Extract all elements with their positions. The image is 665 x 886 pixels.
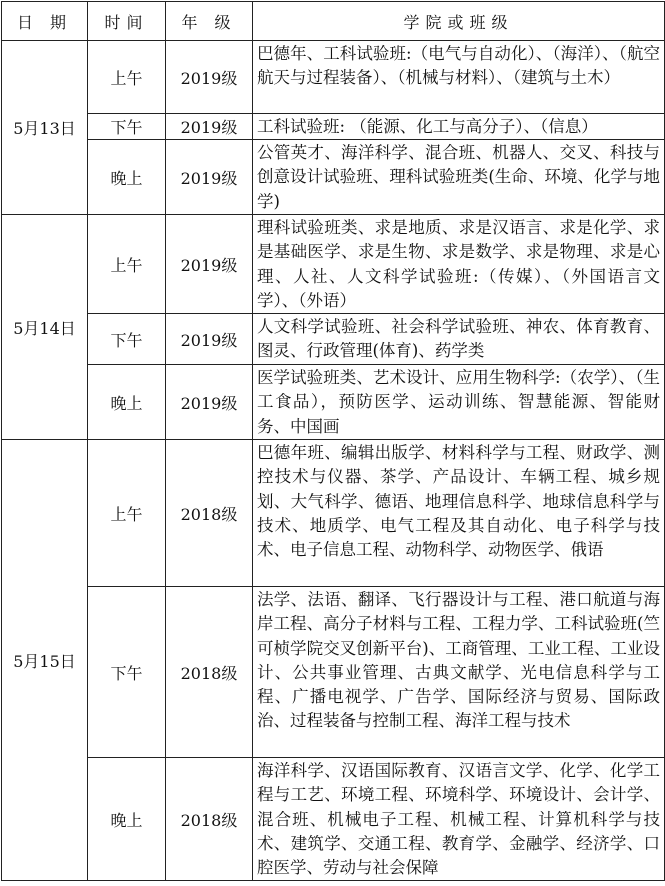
time-cell: 下午 xyxy=(88,114,166,140)
colleges-cell: 巴德年、工科试验班:（电气与自动化）、（海洋）、（航空航天与过程装备）、（机械与材料）、（建筑与土木） xyxy=(253,41,665,114)
table-row xyxy=(2,365,665,440)
header-colleges: 学院或班级 xyxy=(253,2,665,41)
colleges-cell: 海洋科学、汉语国际教育、汉语言文学、化学、化学工程与工艺、环境工程、环境科学、环境设计、会计学、混合班、机械电子工程、机械工程、计算机科学与技术、建筑学、交通工程、教育学、金融学、经济学、口腔医学、劳动与社会保障 xyxy=(253,758,665,881)
grade-cell: 2019级 xyxy=(166,114,253,140)
colleges-cell: 工科试验班: （能源、化工与高分子）、（信息） xyxy=(253,114,665,140)
grade-cell: 2018级 xyxy=(166,758,253,881)
grade-cell: 2019级 xyxy=(166,41,253,114)
colleges-cell: 巴德年班、编辑出版学、材料科学与工程、财政学、测控技术与仪器、茶学、产品设计、车辆工程、城乡规划、大气科学、德语、地理信息科学、地球信息科学与技术、地质学、电气工程及其自动化、电子科学与技术、电子信息工程、动物科学、动物医学、俄语 xyxy=(253,440,665,587)
grade-cell: 2019级 xyxy=(166,215,253,314)
time-cell: 晚上 xyxy=(88,140,166,215)
time-cell: 上午 xyxy=(88,440,166,587)
table-row xyxy=(2,114,665,140)
colleges-cell: 人文科学试验班、社会科学试验班、神农、体育教育、图灵、行政管理(体育)、药学类 xyxy=(253,314,665,365)
colleges-cell: 医学试验班类、艺术设计、应用生物科学:（农学）、（生工食品），预防医学、运动训练、智慧能源、智能财务、中国画 xyxy=(253,365,665,440)
exam-schedule-table xyxy=(1,1,665,881)
grade-cell: 2018级 xyxy=(166,440,253,587)
grade-cell: 2018级 xyxy=(166,587,253,758)
header-grade: 年 级 xyxy=(166,2,253,41)
time-cell: 晚上 xyxy=(88,365,166,440)
time-cell: 晚上 xyxy=(88,758,166,881)
colleges-cell: 理科试验班类、求是地质、求是汉语言、求是化学、求是基础医学、求是生物、求是数学、求是物理、求是心理、人社、人文科学试验班:（传媒）、（外国语言文学）、（外语） xyxy=(253,215,665,314)
table-row xyxy=(2,215,665,314)
grade-cell: 2019级 xyxy=(166,140,253,215)
time-cell: 上午 xyxy=(88,215,166,314)
date-cell: 5月15日 xyxy=(2,440,88,881)
header-row xyxy=(2,2,665,41)
header-date: 日 期 xyxy=(2,2,88,41)
table-row xyxy=(2,41,665,114)
date-cell: 5月14日 xyxy=(2,215,88,440)
grade-cell: 2019级 xyxy=(166,314,253,365)
table-row xyxy=(2,140,665,215)
table-row xyxy=(2,314,665,365)
table-row xyxy=(2,440,665,587)
table-row xyxy=(2,758,665,881)
time-cell: 下午 xyxy=(88,314,166,365)
colleges-cell: 公管英才、海洋科学、混合班、机器人、交叉、科技与创意设计试验班、理科试验班类(生命、环境、化学与地学) xyxy=(253,140,665,215)
header-time: 时间 xyxy=(88,2,166,41)
date-cell: 5月13日 xyxy=(2,41,88,215)
time-cell: 下午 xyxy=(88,587,166,758)
time-cell: 上午 xyxy=(88,41,166,114)
table-row xyxy=(2,587,665,758)
colleges-cell: 法学、法语、翻译、飞行器设计与工程、港口航道与海岸工程、高分子材料与工程、工程力学、工科试验班(竺可桢学院交叉创新平台)、工商管理、工业工程、工业设计、公共事业管理、古典文献学、光电信息科学与工程、广播电视学、广告学、国际经济与贸易、国际政治、过程装备与控制工程、海洋工程与技术 xyxy=(253,587,665,758)
grade-cell: 2019级 xyxy=(166,365,253,440)
